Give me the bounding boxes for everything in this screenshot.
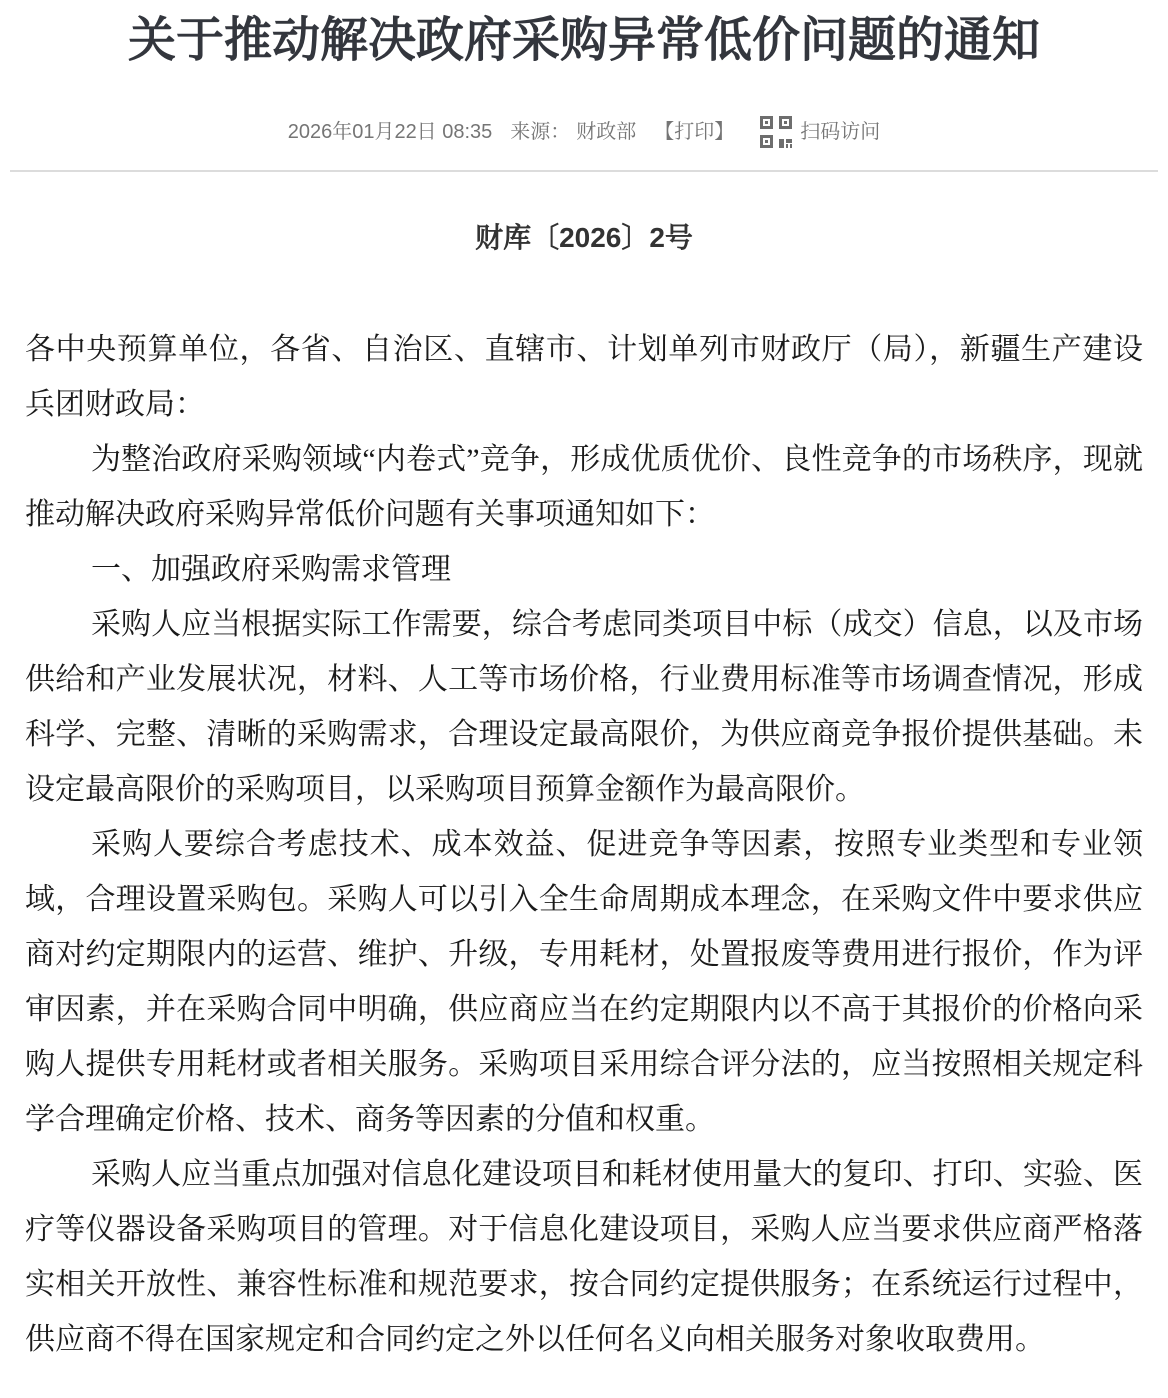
print-button[interactable]: 【打印】 (654, 121, 735, 143)
article-page (0, 12, 1168, 1367)
header-divider (10, 170, 1158, 172)
section-heading: 一、加强政府采购需求管理 (91, 553, 451, 586)
source-value: 财政部 (576, 121, 637, 143)
article-meta (0, 116, 1168, 148)
source-label: 来源： (510, 121, 571, 143)
scan-access-label: 扫码访问 (800, 121, 881, 143)
document-number: 财库〔2026〕2号 (475, 222, 693, 253)
qr-code-icon (760, 116, 792, 148)
body-paragraph-2: 采购人要综合考虑技术、成本效益、促进竞争等因素，按照专业类型和专业领域，合理设置采购包。采购人可以引入全生命周期成本理念，在采购文件中要求供应商对约定期限内的运营、维护、升级，专用耗材，处置报废等费用进行报价，作为评审因素，并在采购合同中明确，供应商应当在约定期限内以不高于其报价的价格向采购人提供专用耗材或者相关服务。采购项目采用综合评分法的，应当按照相关规定科学合理确定价格、技术、商务等因素的分值和权重。 (25, 828, 1143, 1136)
intro-paragraph: 为整治政府采购领域“内卷式”竞争，形成优质优价、良性竞争的市场秩序，现就推动解决政府采购异常低价问题有关事项通知如下： (25, 443, 1143, 531)
salutation-paragraph: 各中央预算单位，各省、自治区、直辖市、计划单列市财政厅（局），新疆生产建设兵团财政局： (25, 333, 1143, 421)
scan-access-control[interactable] (760, 116, 880, 148)
publish-datetime: 2026年01月22日 08:35 (287, 121, 493, 143)
document-body (0, 322, 1168, 1367)
body-paragraph-1: 采购人应当根据实际工作需要，综合考虑同类项目中标（成交）信息，以及市场供给和产业发展状况，材料、人工等市场价格，行业费用标准等市场调查情况，形成科学、完整、清晰的采购需求，合理设定最高限价，为供应商竞争报价提供基础。未设定最高限价的采购项目，以采购项目预算金额作为最高限价。 (25, 608, 1143, 806)
body-paragraph-3: 采购人应当重点加强对信息化建设项目和耗材使用量大的复印、打印、实验、医疗等仪器设备采购项目的管理。对于信息化建设项目，采购人应当要求供应商严格落实相关开放性、兼容性标准和规范要求，按合同约定提供服务；在系统运行过程中，供应商不得在国家规定和合同约定之外以任何名义向相关服务对象收取费用。 (25, 1158, 1143, 1356)
page-title: 关于推动解决政府采购异常低价问题的通知 (127, 14, 1040, 67)
